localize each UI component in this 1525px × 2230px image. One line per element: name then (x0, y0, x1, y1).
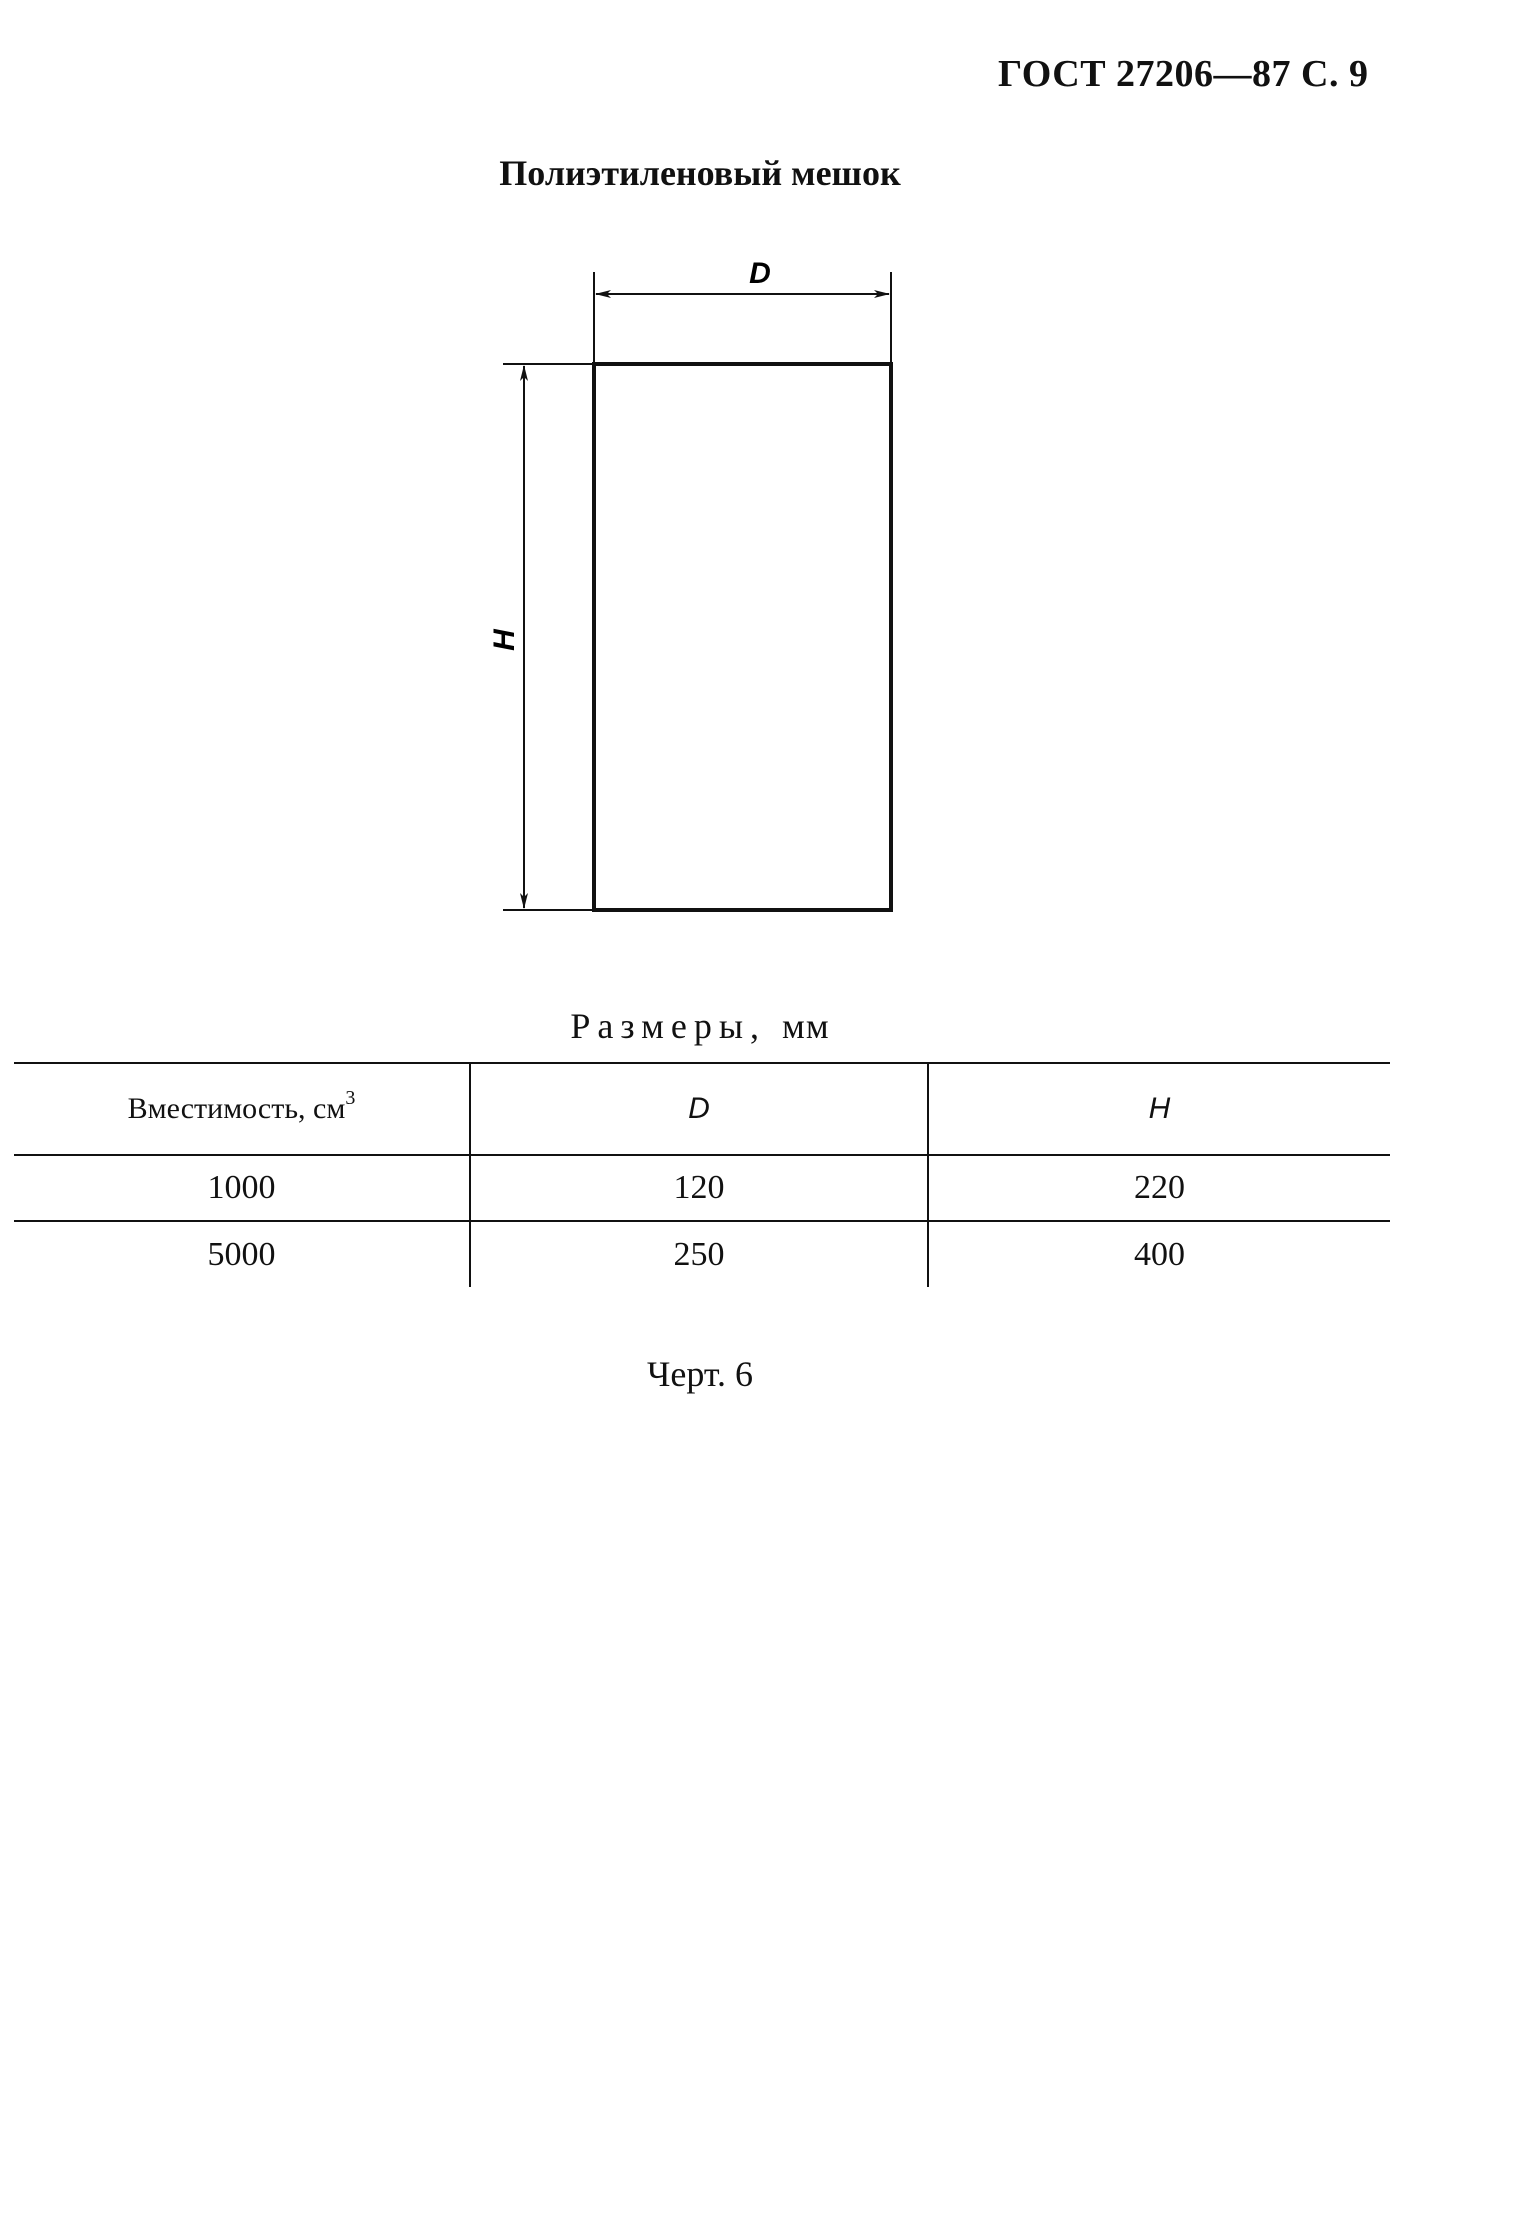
figure-title: Полиэтиленовый мешок (499, 153, 901, 193)
header-h: H (928, 1063, 1390, 1155)
page-header: ГОСТ 27206—87 С. 9 (998, 53, 1369, 95)
table-header-row (14, 1063, 1390, 1155)
dimensions-table (14, 1062, 1390, 1287)
bag-outline (594, 364, 891, 910)
width-dim-label: D (749, 257, 771, 290)
table-row (14, 1221, 1390, 1287)
height-dim-label: H (488, 629, 521, 651)
cell-h: 400 (928, 1221, 1390, 1287)
cell-capacity: 5000 (207, 1235, 276, 1273)
bag-drawing (0, 0, 1525, 960)
header-capacity: Вместимость, $см^3$ (14, 1063, 470, 1155)
cell-d: 250 (470, 1221, 928, 1287)
figure-number: Черт. 6 (647, 1354, 753, 1394)
table-row (14, 1155, 1390, 1221)
table-caption-word: Размеры, (570, 1006, 767, 1046)
header-d: D (470, 1063, 928, 1155)
table-caption (0, 1005, 1400, 1047)
cell-capacity: 1000 (14, 1155, 470, 1221)
header-capacity-superscript: 3 (345, 1087, 356, 1109)
cell-d: 120 (470, 1155, 928, 1221)
cell-h: 220 (928, 1155, 1390, 1221)
table-caption-unit: мм (782, 1006, 830, 1046)
